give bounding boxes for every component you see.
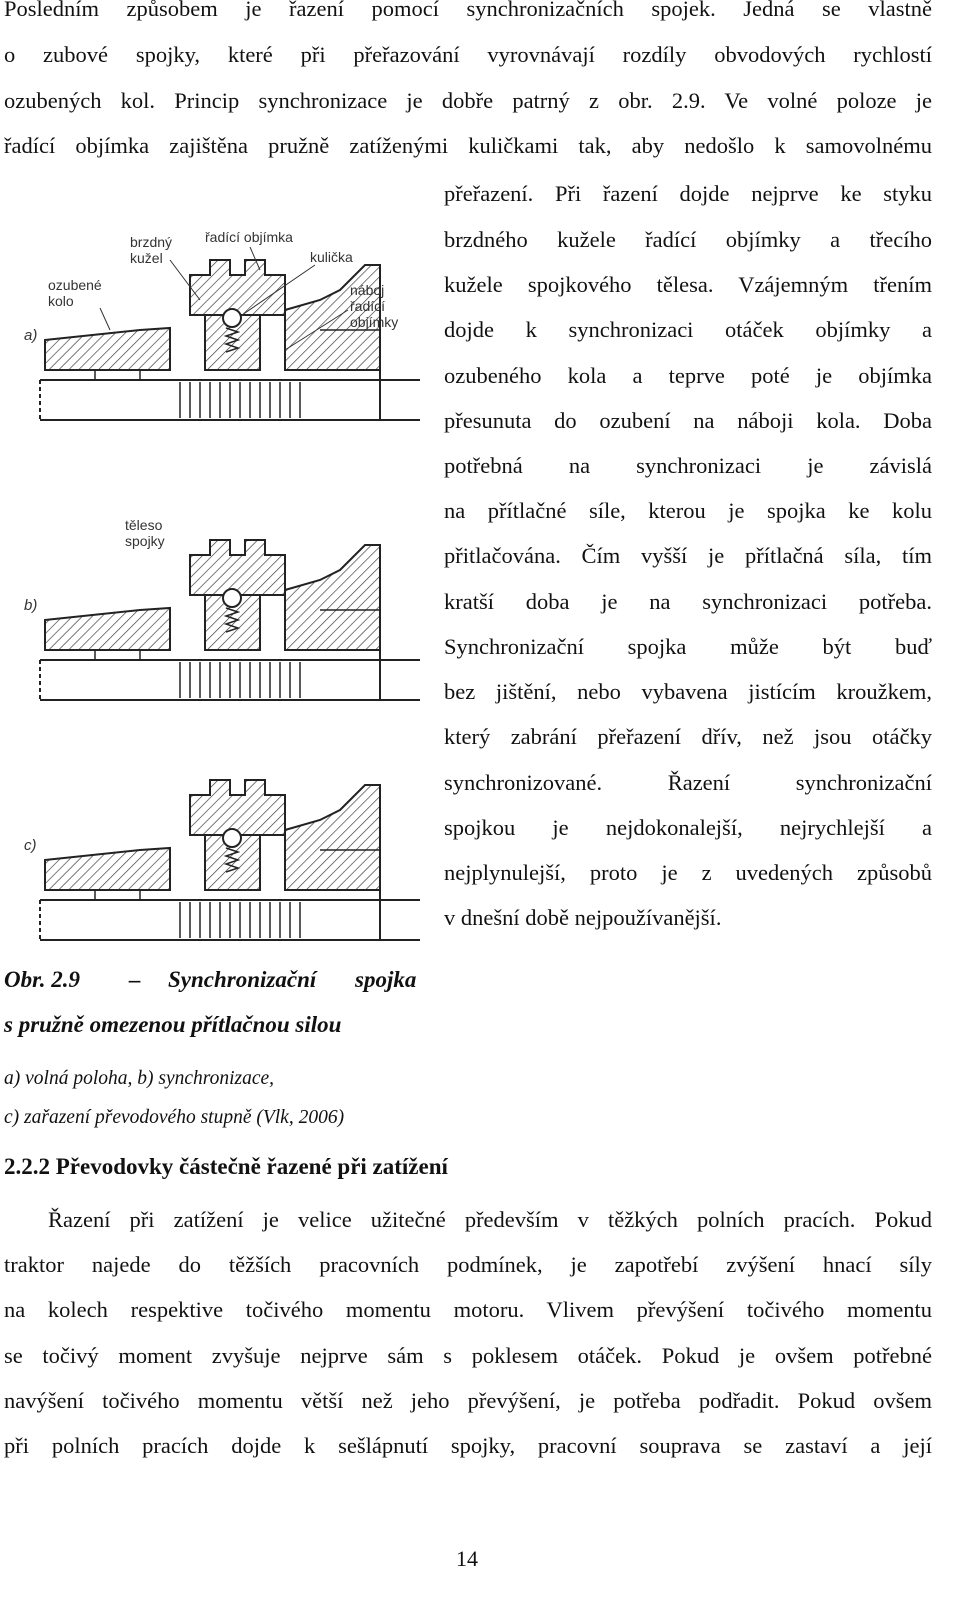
label-radici-objimka: řadící objímka bbox=[205, 229, 293, 245]
synchronizer-figure bbox=[20, 200, 440, 970]
section-line: na kolech respektive točivého momentu motoru. Vlivem převýšení točivého momentu bbox=[4, 1297, 932, 1322]
label-radici: řadící bbox=[350, 298, 386, 314]
label-objimky: objímky bbox=[350, 314, 399, 330]
label-part-a: a) bbox=[24, 327, 38, 344]
label-naboj: náboj bbox=[350, 282, 385, 298]
label-part-b: b) bbox=[24, 597, 38, 614]
label-brzdny: brzdný bbox=[130, 234, 173, 250]
label-part-c: c) bbox=[24, 837, 37, 854]
right-line: na přítlačné síle, kterou je spojka ke kolu bbox=[444, 498, 932, 523]
section-line: traktor najede do těžších pracovních podmínek, je zapotřebí zvýšení hnací síly bbox=[4, 1252, 932, 1277]
right-line: dojde k synchronizaci otáček objímky a bbox=[444, 317, 932, 342]
right-line: nejplynulejší, proto je z uvedených způsobů bbox=[444, 860, 932, 885]
section-line: navýšení točivého momentu větší než jeho převýšení, je potřeba podřadit. Pokud ovšem bbox=[4, 1388, 932, 1413]
figure-part-a bbox=[24, 229, 420, 420]
label-ozubene: ozubené bbox=[48, 277, 102, 293]
caption-synchro: Synchronizační bbox=[168, 967, 317, 992]
section-line: Řazení při zatížení je velice užitečné především v těžkých polních pracích. Pokud bbox=[48, 1207, 932, 1232]
label-spojky: spojky bbox=[125, 533, 165, 549]
label-kuzel: kužel bbox=[130, 250, 163, 266]
intro-line: ozubených kol. Princip synchronizace je dobře patrný z obr. 2.9. Ve volné poloze je bbox=[4, 88, 932, 113]
right-line: kratší doba je na synchronizaci potřeba. bbox=[444, 589, 932, 614]
caption-spojka: spojka bbox=[355, 967, 417, 992]
right-line: který zabrání přeřazení dřív, než jsou otáčky bbox=[444, 724, 932, 749]
right-line: synchronizované. Řazení synchronizační bbox=[444, 770, 932, 795]
right-line: brzdného kužele řadící objímky a třecího bbox=[444, 227, 932, 252]
caption-dash: – bbox=[129, 967, 141, 992]
label-teleso: těleso bbox=[125, 517, 163, 533]
caption-sub-line2: c) zařazení převodového stupně (Vlk, 2006) bbox=[4, 1107, 345, 1128]
right-line: kužele spojkového tělesa. Vzájemným třením bbox=[444, 272, 932, 297]
right-line: přitlačována. Čím vyšší je přítlačná síla, tím bbox=[444, 543, 932, 568]
right-line: bez jištění, nebo vybavena jistícím kroužkem, bbox=[444, 679, 932, 704]
label-kulicka: kulička bbox=[310, 249, 353, 265]
right-line: v dnešní době nejpoužívanější. bbox=[444, 905, 722, 930]
right-line: přeřazení. Při řazení dojde nejprve ke styku bbox=[444, 181, 932, 206]
right-line: ozubeného kola a teprve poté je objímka bbox=[444, 363, 932, 388]
section-line: se točivý moment zvyšuje nejprve sám s poklesem otáček. Pokud je ovšem potřebné bbox=[4, 1343, 932, 1368]
caption-sub-line1: a) volná poloha, b) synchronizace, bbox=[4, 1068, 275, 1089]
intro-line: Posledním způsobem je řazení pomocí synchronizačních spojek. Jedná se vlastně bbox=[4, 0, 932, 21]
right-line: Synchronizační spojka může být buď bbox=[444, 634, 932, 659]
right-line: potřebná na synchronizaci je závislá bbox=[444, 453, 932, 478]
right-line: spojkou je nejdokonalejší, nejrychlejší a bbox=[444, 815, 932, 840]
section-line: při polních pracích dojde k sešlápnutí spojky, pracovní souprava se zastaví a její bbox=[4, 1433, 932, 1458]
label-kolo: kolo bbox=[48, 293, 74, 309]
figure-part-c bbox=[24, 780, 420, 940]
caption-title-line2: s pružně omezenou přítlačnou silou bbox=[4, 1012, 342, 1037]
caption-obr: Obr. 2.9 bbox=[4, 967, 81, 992]
figure-part-b bbox=[24, 517, 420, 700]
intro-line: řadící objímka zajištěna pružně zatíženými kuličkami tak, aby nedošlo k samovolnému bbox=[4, 133, 932, 158]
intro-line: o zubové spojky, které při přeřazování vyrovnávají rozdíly obvodových rychlostí bbox=[4, 42, 932, 67]
right-line: přesunuta do ozubení na náboji kola. Doba bbox=[444, 408, 932, 433]
section-heading: 2.2.2 Převodovky částečně řazené při zatížení bbox=[4, 1154, 448, 1179]
page-number: 14 bbox=[456, 1546, 478, 1571]
